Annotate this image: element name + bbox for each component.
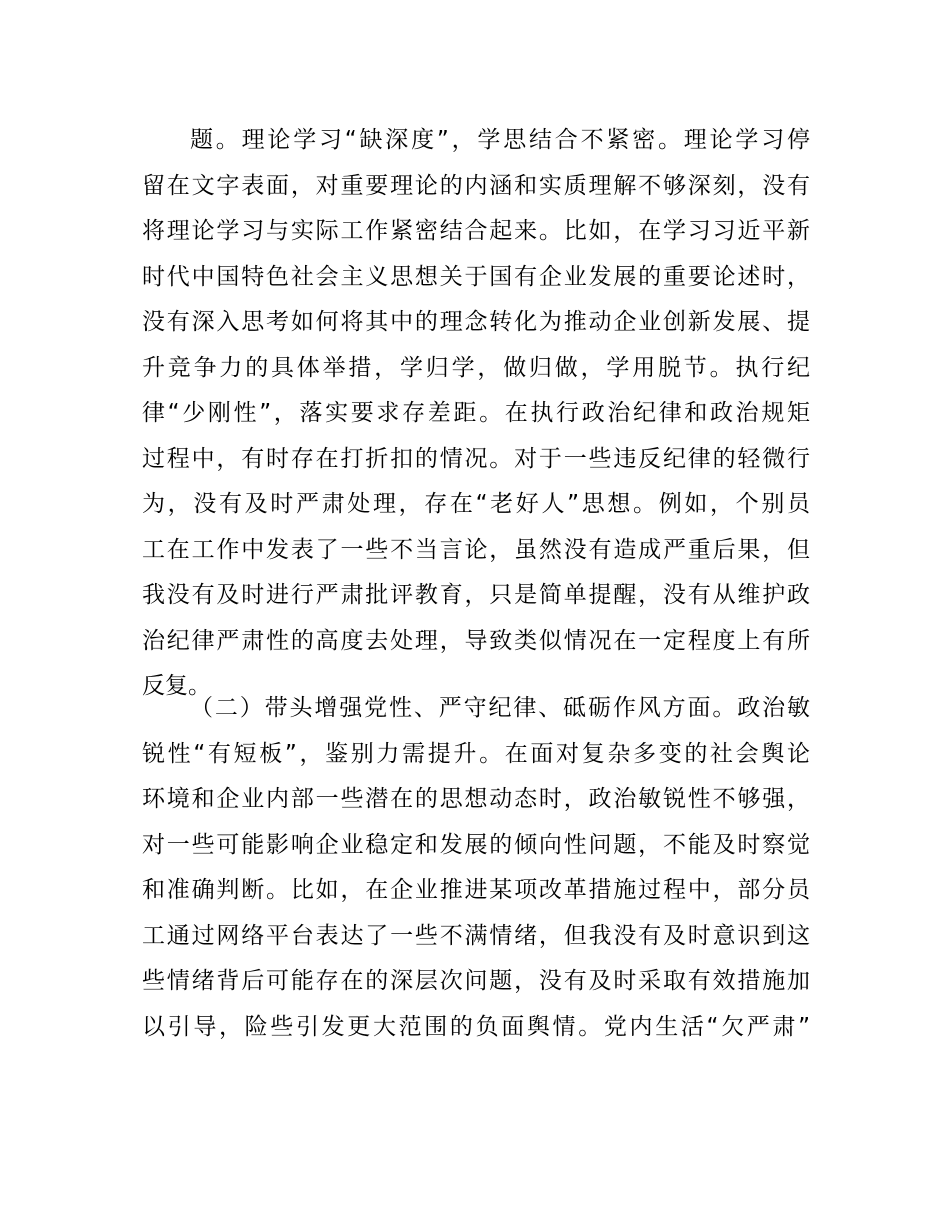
paragraph-line: 和准确判断。比如，在企业推进某项改革措施过程中，部分员 (142, 877, 810, 903)
paragraph-line: 升竞争力的具体举措，学归学，做归做，学用脱节。执行纪 (142, 354, 810, 381)
paragraph-line: 对一些可能影响企业稳定和发展的倾向性问题，不能及时察觉 (142, 831, 810, 858)
paragraph-line: 工通过网络平台表达了一些不满情绪，但我没有及时意识到这 (142, 922, 810, 949)
paragraph-line: 时代中国特色社会主义思想关于国有企业发展的重要论述时， (142, 263, 810, 290)
paragraph-line: 治纪律严肃性的高度去处理，导致类似情况在一定程度上有所 (142, 627, 810, 654)
paragraph-line: 环境和企业内部一些潜在的思想动态时，政治敏锐性不够强， (142, 786, 810, 812)
paragraph-line: 锐性“有短板”，鉴别力需提升。在面对复杂多变的社会舆论 (142, 740, 810, 767)
paragraph-theory-discipline (142, 118, 810, 710)
paragraph-section-two (142, 686, 810, 1050)
paragraph-line: 过程中，有时存在打折扣的情况。对于一些违反纪律的轻微行 (142, 445, 810, 472)
paragraph-line: 将理论学习与实际工作紧密结合起来。比如，在学习习近平新 (142, 218, 810, 244)
paragraph-line: 反复。 (142, 673, 211, 699)
paragraph-line: 以引导，险些引发更大范围的负面舆情。党内生活“欠严肃” (142, 1013, 810, 1040)
paragraph-line: 为，没有及时严肃处理，存在“老好人”思想。例如，个别员 (142, 491, 810, 517)
paragraph-line: 没有深入思考如何将其中的理念转化为推动企业创新发展、提 (142, 309, 810, 335)
paragraph-line: 律“少刚性”，落实要求存差距。在执行政治纪律和政治规矩 (142, 400, 810, 426)
paragraph-line: 些情绪背后可能存在的深层次问题，没有及时采取有效措施加 (142, 968, 810, 994)
paragraph-line: 我没有及时进行严肃批评教育，只是简单提醒，没有从维护政 (142, 582, 810, 608)
section-heading-line: （二）带头增强党性、严守纪律、砥砺作风方面。政治敏 (190, 695, 810, 721)
paragraph-line: 留在文字表面，对重要理论的内涵和实质理解不够深刻，没有 (142, 172, 810, 199)
paragraph-line: 题。理论学习“缺深度”，学思结合不紧密。理论学习停 (190, 127, 810, 153)
paragraph-line: 工在工作中发表了一些不当言论，虽然没有造成严重后果，但 (142, 536, 810, 563)
